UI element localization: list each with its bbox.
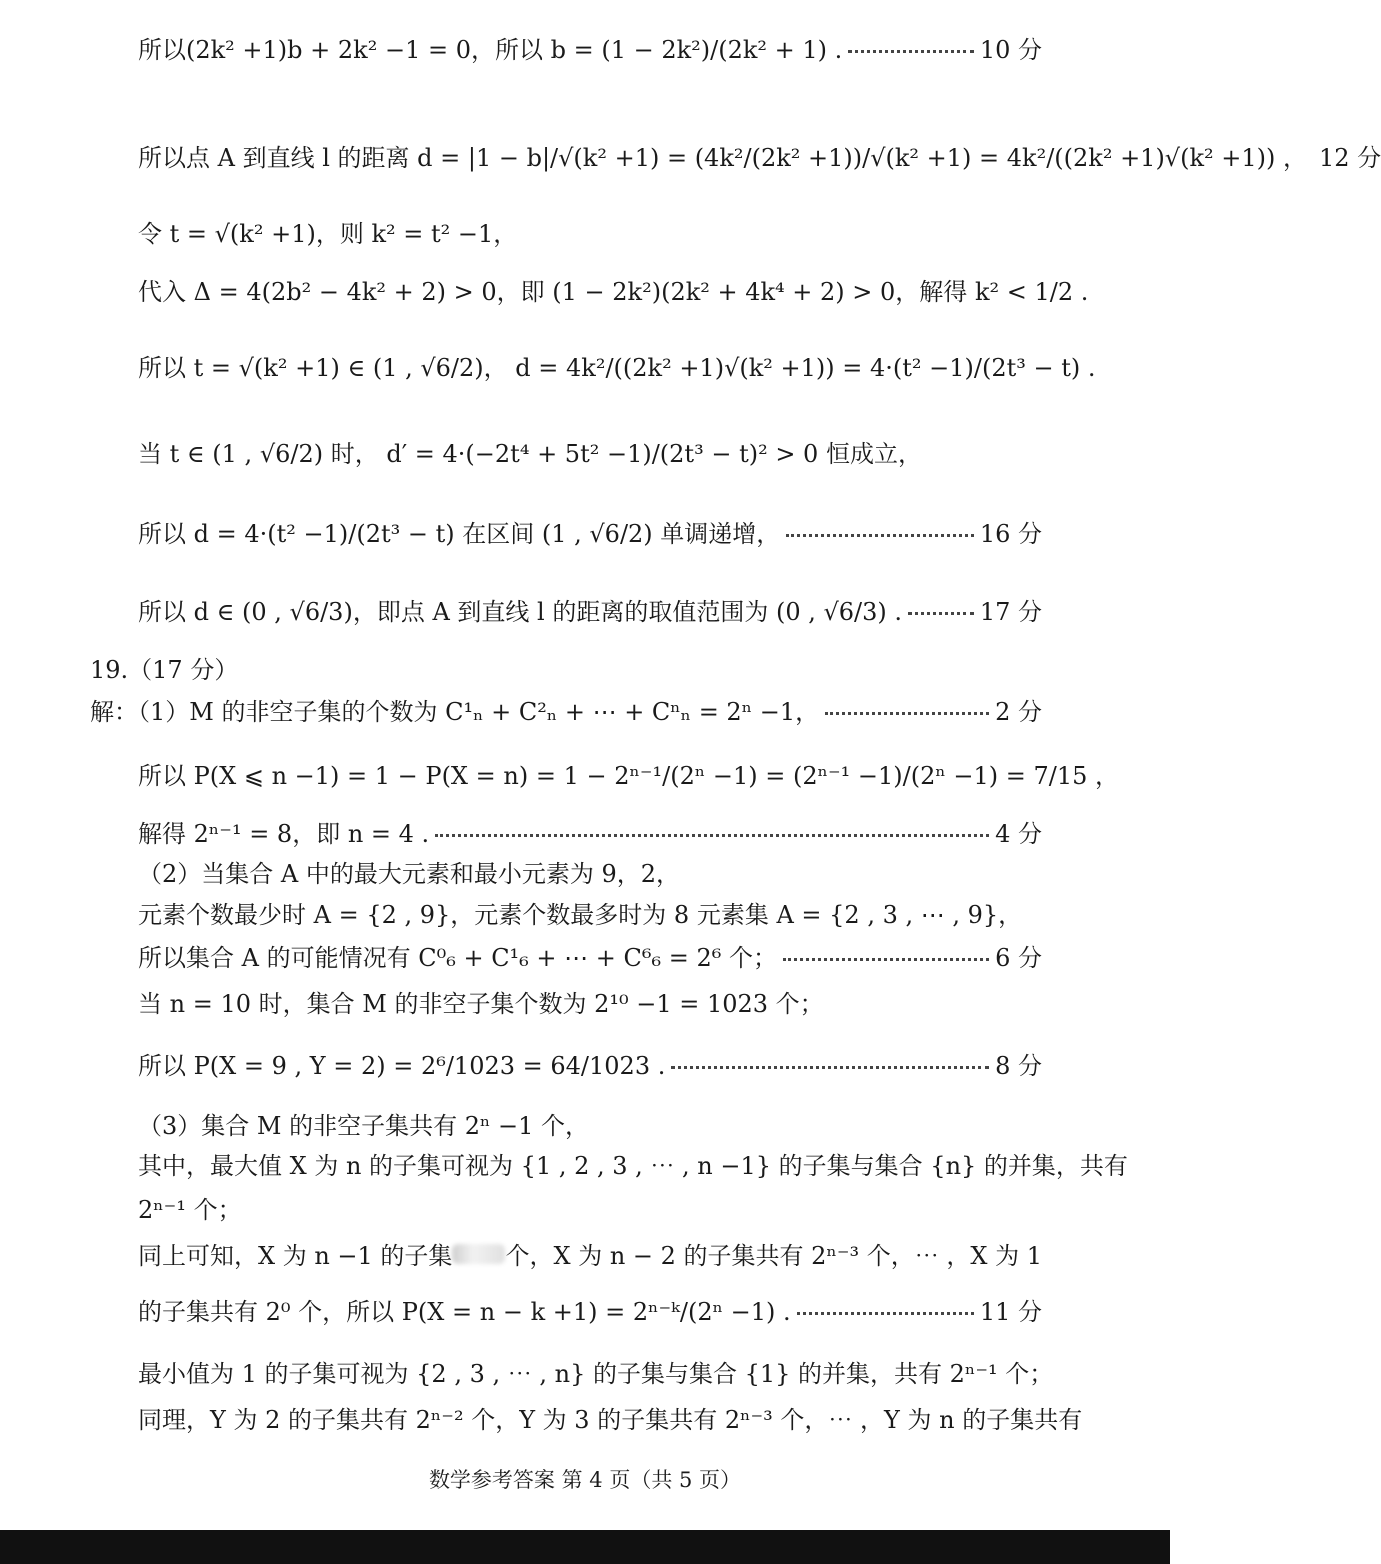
line-10: 解：（1）M 的非空子集的个数为 C¹ₙ + C²ₙ + ⋯ + Cⁿₙ = 2ⁿ −1， 2 分	[90, 692, 1042, 727]
line-12: 解得 2ⁿ⁻¹ = 8，即 n = 4 . 4 分	[138, 814, 1042, 849]
score-label: 12 分	[1319, 144, 1381, 172]
line-2: 所以点 A 到直线 l 的距离 d = |1 − b|/√(k² +1) = (4k²/(2k² +1))/√(k² +1) = 4k²/((2k² +1)√(k² +1)) ， 12 分	[138, 138, 1042, 173]
leader-dots	[435, 834, 989, 837]
leader-dots	[797, 1312, 974, 1315]
line-16: 当 n = 10 时，集合 M 的非空子集个数为 2¹⁰ −1 = 1023 个；	[138, 990, 824, 1018]
score-label: 6 分	[995, 944, 1042, 972]
line-19: 其中，最大值 X 为 n 的子集可视为 {1 , 2 , 3 , ⋯ , n −1} 的子集与集合 {n} 的并集，共有	[138, 1152, 1128, 1180]
line-7: 所以 d = 4·(t² −1)/(2t³ − t) 在区间 (1 , √6/2) 单调递增， 16 分	[138, 514, 1042, 549]
line-18: （3）集合 M 的非空子集共有 2ⁿ −1 个，	[138, 1112, 590, 1140]
line-23: 最小值为 1 的子集可视为 {2 , 3 , ⋯ , n} 的子集与集合 {1} 的并集，共有 2ⁿ⁻¹ 个；	[138, 1360, 1054, 1388]
page-footer: 数学参考答案 第 4 页（共 5 页）	[428, 1468, 742, 1492]
line-14: 元素个数最少时 A = {2 , 9}，元素个数最多时为 8 元素集 A = {2 , 3 , ⋯ , 9}，	[138, 901, 1023, 929]
leader-dots	[671, 1066, 989, 1069]
score-label: 2 分	[995, 698, 1042, 726]
score-label: 4 分	[995, 820, 1042, 848]
score-label: 16 分	[979, 520, 1042, 548]
score-label: 11 分	[979, 1298, 1042, 1326]
line-15: 所以集合 A 的可能情况有 C⁰₆ + C¹₆ + ⋯ + C⁶₆ = 2⁶ 个； 6 分	[138, 938, 1042, 973]
line-24: 同理，Y 为 2 的子集共有 2ⁿ⁻² 个，Y 为 3 的子集共有 2ⁿ⁻³ 个，⋯ ，Y 为 n 的子集共有	[138, 1406, 1083, 1434]
score-label: 10 分	[979, 36, 1042, 64]
blurred-region	[452, 1244, 505, 1264]
leader-dots	[783, 958, 989, 961]
line-1: 所以(2k² +1)b + 2k² −1 = 0，所以 b = (1 − 2k²)/(2k² + 1) . 10 分	[138, 30, 1042, 65]
line-11: 所以 P(X ⩽ n −1) = 1 − P(X = n) = 1 − 2ⁿ⁻¹/(2ⁿ −1) = (2ⁿ⁻¹ −1)/(2ⁿ −1) = 7/15 ，	[138, 762, 1120, 790]
leader-dots	[786, 534, 974, 537]
line-6: 当 t ∈ (1 , √6/2) 时， d′ = 4·(−2t⁴ + 5t² −1)/(2t³ − t)² > 0 恒成立，	[138, 440, 922, 468]
line-3: 令 t = √(k² +1)，则 k² = t² −1，	[138, 220, 518, 248]
line-20: 2ⁿ⁻¹ 个；	[138, 1196, 242, 1224]
leader-dots	[825, 712, 989, 715]
problem-19-heading: 19.（17 分）	[90, 656, 239, 684]
score-label: 8 分	[995, 1052, 1042, 1080]
line-17: 所以 P(X = 9 , Y = 2) = 2⁶/1023 = 64/1023 . 8 分	[138, 1046, 1042, 1081]
line-13: （2）当集合 A 中的最大元素和最小元素为 9，2，	[138, 860, 681, 888]
line-21: 同上可知，X 为 n −1 的子集 个，X 为 n − 2 的子集共有 2ⁿ⁻³ 个，⋯ ，X 为 1	[138, 1242, 1042, 1270]
line-8: 所以 d ∈ (0 , √6/3)，即点 A 到直线 l 的距离的取值范围为 (0 , √6/3) . 17 分	[138, 592, 1042, 627]
line-5: 所以 t = √(k² +1) ∈ (1 , √6/2)， d = 4k²/((2k² +1)√(k² +1)) = 4·(t² −1)/(2t³ − t) .	[138, 354, 1096, 382]
score-label: 17 分	[979, 598, 1042, 626]
line-22: 的子集共有 2⁰ 个，所以 P(X = n − k +1) = 2ⁿ⁻ᵏ/(2ⁿ −1) . 11 分	[138, 1292, 1042, 1327]
bottom-edge	[0, 1530, 1170, 1564]
line-4: 代入 Δ = 4(2b² − 4k² + 2) > 0，即 (1 − 2k²)(2k² + 4k⁴ + 2) > 0，解得 k² < 1/2 .	[138, 278, 1089, 306]
leader-dots	[848, 50, 974, 53]
leader-dots	[908, 612, 974, 615]
